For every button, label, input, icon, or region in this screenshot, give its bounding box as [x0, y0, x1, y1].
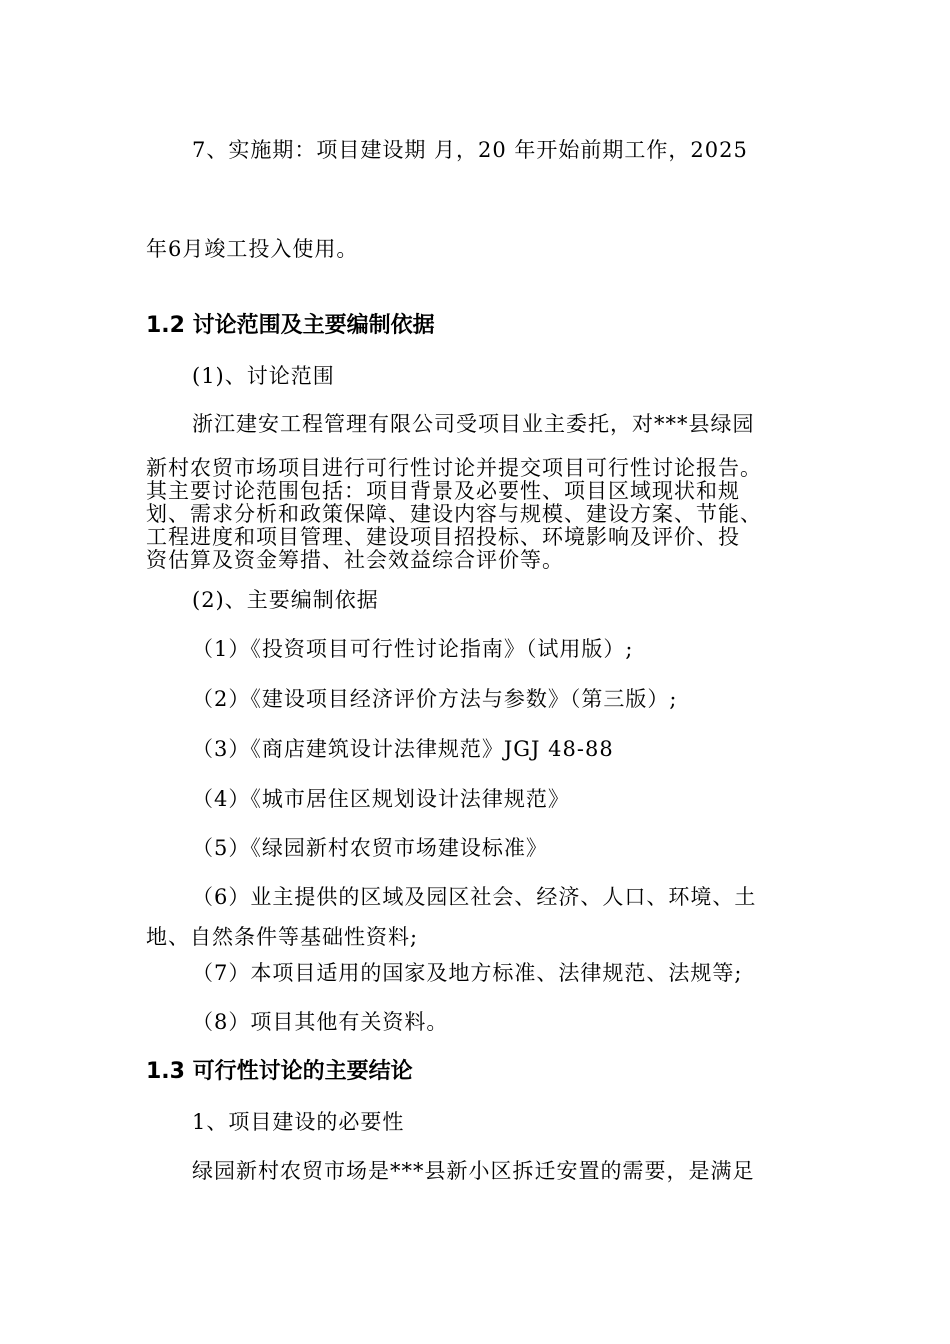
- section-heading-1-3: 1.3 可行性讨论的主要结论: [146, 1059, 413, 1084]
- section-heading-1-2: 1.2 讨论范围及主要编制依据: [146, 313, 435, 338]
- subheading-scope: (1)、讨论范围: [192, 364, 335, 388]
- scope-paragraph-line-5: 工程进度和项目管理、建设项目招投标、环境影响及评价、投: [146, 525, 740, 549]
- reference-item-1: （1）《投资项目可行性讨论指南》（试用版）;: [192, 637, 634, 661]
- reference-item-7: （7）本项目适用的国家及地方标准、法律规范、法规等;: [192, 961, 743, 985]
- implementation-period-line-2: 年6月竣工投入使用。: [146, 237, 359, 261]
- reference-item-5: （5）《绿园新村农贸市场建设标准》: [192, 836, 548, 860]
- scope-paragraph-line-2: 新村农贸市场项目进行可行性讨论并提交项目可行性讨论报告。: [146, 456, 762, 480]
- reference-item-2: （2）《建设项目经济评价方法与参数》（第三版）;: [192, 687, 678, 711]
- conclusion-paragraph-line-1: 绿园新村农贸市场是***县新小区拆迁安置的需要，是满足: [192, 1159, 755, 1183]
- reference-item-8: （8）项目其他有关资料。: [192, 1010, 449, 1034]
- subheading-basis: (2)、主要编制依据: [192, 588, 379, 612]
- reference-item-3: （3）《商店建筑设计法律规范》JGJ 48-88: [192, 737, 614, 761]
- reference-item-6-continued: 地、自然条件等基础性资料;: [146, 925, 419, 949]
- scope-paragraph-line-6: 资估算及资金筹措、社会效益综合评价等。: [146, 548, 564, 572]
- implementation-period-line-1: 7、实施期：项目建设期 月，20 年开始前期工作，2025: [192, 138, 748, 162]
- scope-paragraph-line-1: 浙江建安工程管理有限公司受项目业主委托，对***县绿园: [192, 412, 755, 436]
- scope-paragraph-line-4: 划、需求分析和政策保障、建设内容与规模、建设方案、节能、: [146, 502, 762, 526]
- conclusion-item-1: 1、项目建设的必要性: [192, 1110, 405, 1134]
- reference-item-4: （4）《城市居住区规划设计法律规范》: [192, 787, 570, 811]
- reference-item-6: （6）业主提供的区域及园区社会、经济、人口、环境、土: [192, 885, 757, 909]
- scope-paragraph-line-3: 其主要讨论范围包括：项目背景及必要性、项目区域现状和规: [146, 479, 740, 503]
